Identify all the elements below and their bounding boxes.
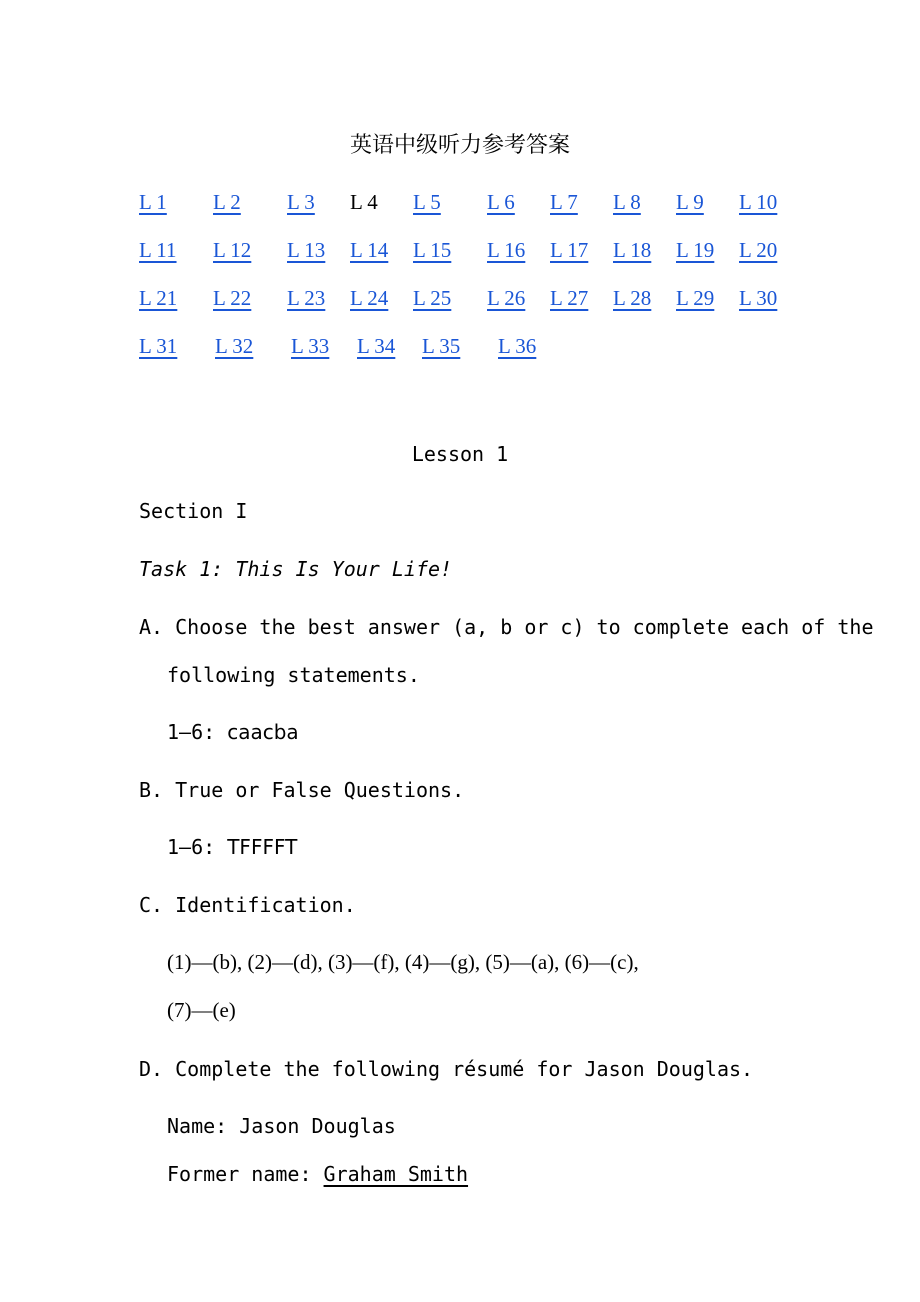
lesson-link-l27[interactable]: L 27 <box>550 286 589 310</box>
lesson-link-l28[interactable]: L 28 <box>613 286 652 310</box>
former-name-label: Former name: <box>167 1162 324 1186</box>
task-heading: Task 1: This Is Your Life! <box>139 557 453 581</box>
lesson-link-row <box>0 238 920 268</box>
lesson-link-l13[interactable]: L 13 <box>287 238 326 262</box>
part-c-answer-line2: (7)—(e) <box>167 998 236 1022</box>
lesson-link-l16[interactable]: L 16 <box>487 238 526 262</box>
resume-name: Name: Jason Douglas <box>167 1114 396 1138</box>
lesson-link-l14[interactable]: L 14 <box>350 238 389 262</box>
lesson-link-l12[interactable]: L 12 <box>213 238 252 262</box>
lesson-link-l26[interactable]: L 26 <box>487 286 526 310</box>
lesson-link-l21[interactable]: L 21 <box>139 286 178 310</box>
lesson-link-l7[interactable]: L 7 <box>550 190 578 214</box>
lesson-link-l31[interactable]: L 31 <box>139 334 178 358</box>
lesson-link-l25[interactable]: L 25 <box>413 286 452 310</box>
resume-former-name <box>167 1162 468 1186</box>
lesson-link-l2[interactable]: L 2 <box>213 190 241 214</box>
part-b-answer <box>167 835 297 859</box>
lesson-link-l10[interactable]: L 10 <box>739 190 778 214</box>
lesson-heading: Lesson 1 <box>411 442 509 466</box>
lesson-link-l11[interactable]: L 11 <box>139 238 177 262</box>
part-a-answer-value: caacba <box>227 720 299 744</box>
lesson-link-l1[interactable]: L 1 <box>139 190 167 214</box>
lesson-link-l34[interactable]: L 34 <box>357 334 396 358</box>
part-b-answer-value: TFFFFT <box>227 835 298 859</box>
part-a-instruction-line2: following statements. <box>167 663 420 687</box>
lesson-link-l3[interactable]: L 3 <box>287 190 315 214</box>
lesson-link-l24[interactable]: L 24 <box>350 286 389 310</box>
lesson-link-l22[interactable]: L 22 <box>213 286 252 310</box>
lesson-link-row <box>0 286 920 316</box>
lesson-link-l32[interactable]: L 32 <box>215 334 254 358</box>
lesson-link-l19[interactable]: L 19 <box>676 238 715 262</box>
section-heading: Section I <box>139 499 248 523</box>
lesson-link-l5[interactable]: L 5 <box>413 190 441 214</box>
lesson-link-l23[interactable]: L 23 <box>287 286 326 310</box>
part-a-answer-prefix: 1—6: <box>167 720 228 744</box>
lesson-link-l35[interactable]: L 35 <box>422 334 461 358</box>
part-b-answer-prefix: 1—6: <box>167 835 228 859</box>
lesson-link-l20[interactable]: L 20 <box>739 238 778 262</box>
lesson-link-row <box>0 334 920 364</box>
lesson-link-l8[interactable]: L 8 <box>613 190 641 214</box>
lesson-link-l33[interactable]: L 33 <box>291 334 330 358</box>
lesson-link-l29[interactable]: L 29 <box>676 286 715 310</box>
part-a-answer <box>167 720 299 744</box>
lesson-link-row <box>0 190 920 220</box>
lesson-link-l17[interactable]: L 17 <box>550 238 589 262</box>
former-name-value: Graham Smith <box>323 1162 469 1186</box>
lesson-link-l36[interactable]: L 36 <box>498 334 537 358</box>
lesson-link-l18[interactable]: L 18 <box>613 238 652 262</box>
page-title: 英语中级听力参考答案 <box>349 133 570 158</box>
part-d-instruction: D. Complete the following résumé for Jason Douglas. <box>139 1057 754 1081</box>
part-c-answer-line1: (1)—(b), (2)—(d), (3)—(f), (4)—(g), (5)—(a), (6)—(c), <box>167 950 639 974</box>
part-b-instruction: B. True or False Questions. <box>139 778 465 802</box>
part-c-instruction: C. Identification. <box>139 893 356 917</box>
lesson-link-l6[interactable]: L 6 <box>487 190 515 214</box>
part-a-instruction-line1: A. Choose the best answer (a, b or c) to complete each of the <box>139 615 874 639</box>
lesson-link-l4[interactable]: L 4 <box>350 190 378 214</box>
lesson-link-l15[interactable]: L 15 <box>413 238 452 262</box>
lesson-link-l30[interactable]: L 30 <box>739 286 778 310</box>
lesson-link-l9[interactable]: L 9 <box>676 190 704 214</box>
